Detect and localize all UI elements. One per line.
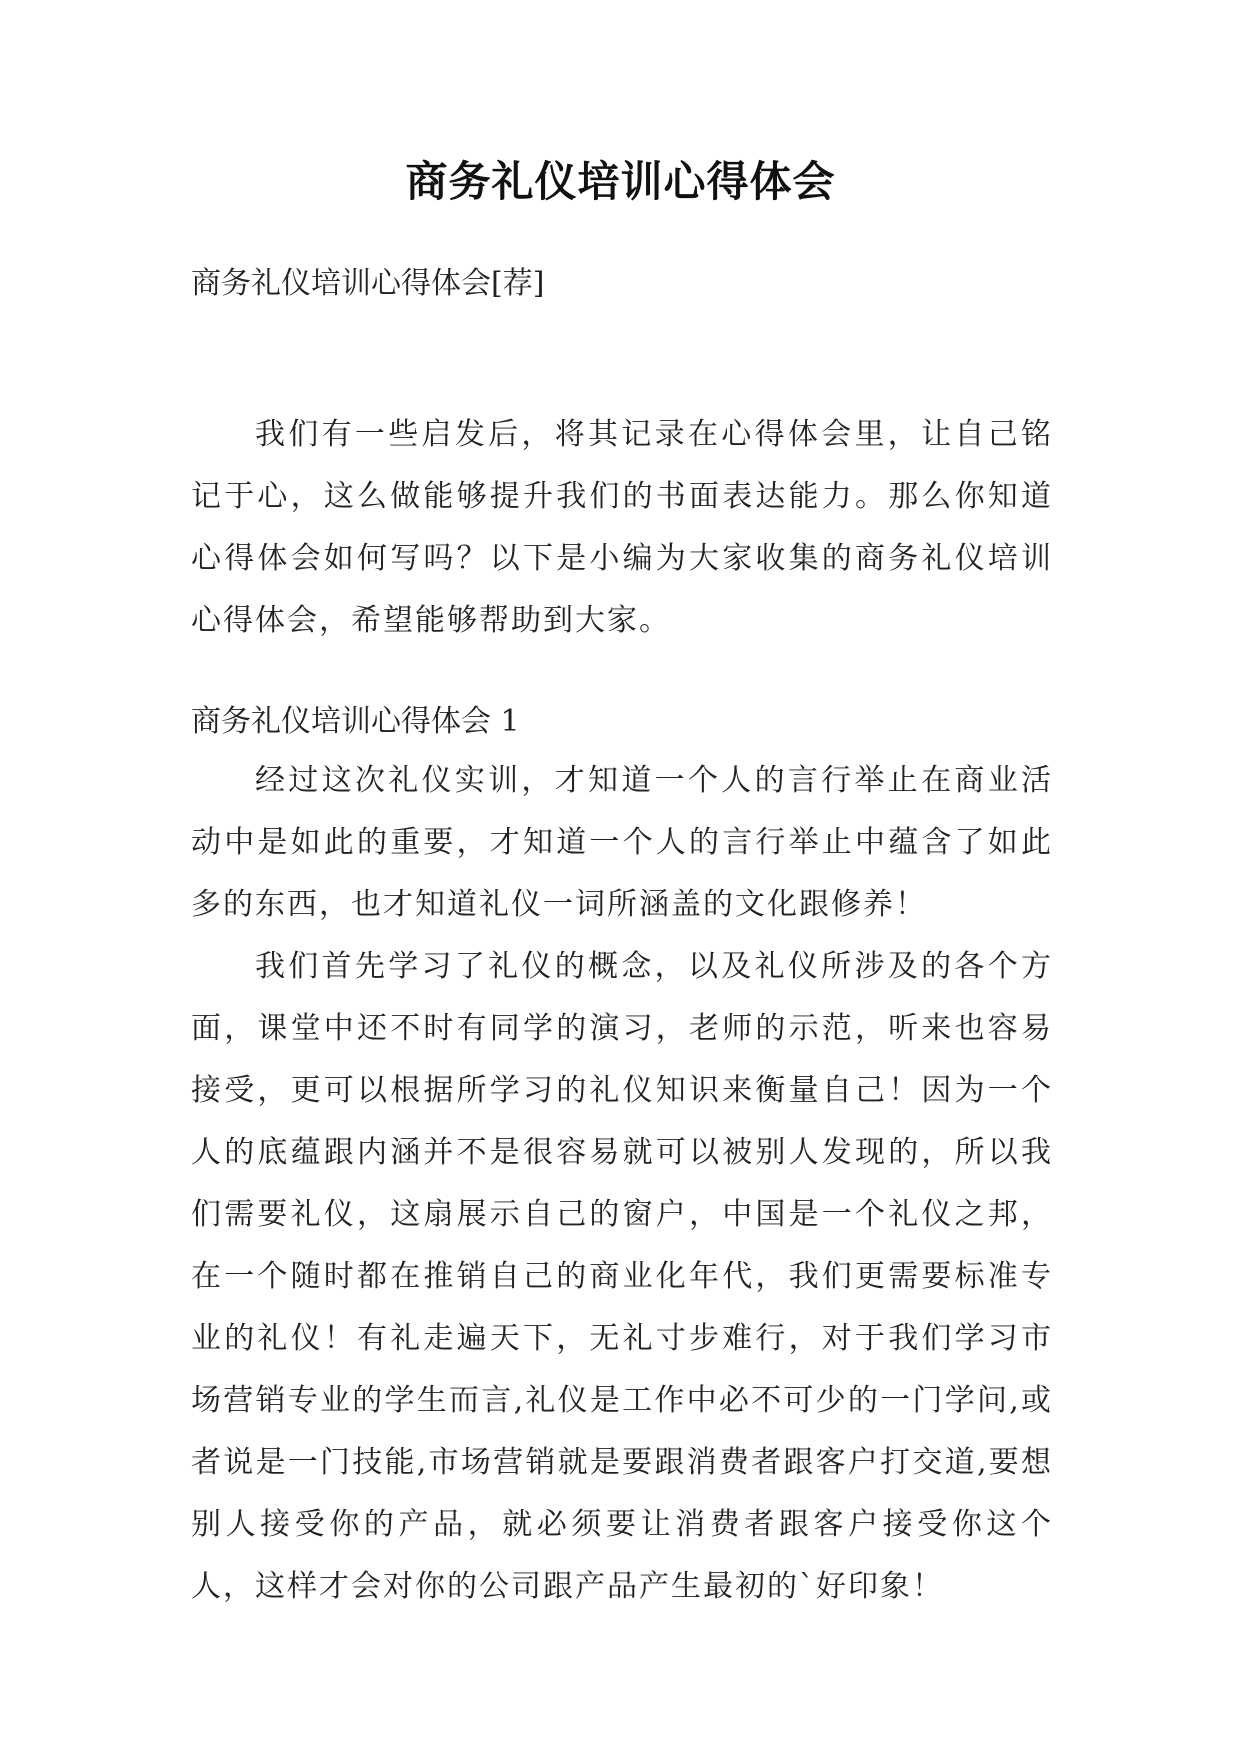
document-subtitle: 商务礼仪培训心得体会[荐] [191, 266, 545, 301]
document-title: 商务礼仪培训心得体会 [405, 157, 836, 206]
section-body [191, 750, 1053, 1618]
body-paragraph: 经过这次礼仪实训，才知道一个人的言行举止在商业活动中是如此的重要，才知道一个人的言行举止中蕴含了如此多的东西，也才知道礼仪一词所涵盖的文化跟修养！ [191, 763, 1053, 922]
intro-paragraph: 我们有一些启发后，将其记录在心得体会里，让自己铭记于心，这么做能够提升我们的书面表达能力。那么你知道心得体会如何写吗？以下是小编为大家收集的商务礼仪培训心得体会，希望能够帮助到大家。 [191, 417, 1053, 638]
body-paragraph: 我们首先学习了礼仪的概念，以及礼仪所涉及的各个方面，课堂中还不时有同学的演习，老师的示范，听来也容易接受，更可以根据所学习的礼仪知识来衡量自己！因为一个人的底蕴跟内涵并不是很容易就可以被别人发现的，所以我们需要礼仪，这扇展示自己的窗户，中国是一个礼仪之邦，在一个随时都在推销自己的商业化年代，我们更需要标准专业的礼仪！有礼走遍天下，无礼寸步难行，对于我们学习市场营销专业的学生而言,礼仪是工作中必不可少的一门学问,或者说是一门技能,市场营销就是要跟消费者跟客户打交道,要想别人接受你的产品，就必须要让消费者跟客户接受你这个人，这样才会对你的公司跟产品产生最初的`好印象！ [191, 949, 1053, 1604]
section-heading: 商务礼仪培训心得体会 1 [191, 704, 520, 739]
intro-block [191, 404, 1053, 652]
